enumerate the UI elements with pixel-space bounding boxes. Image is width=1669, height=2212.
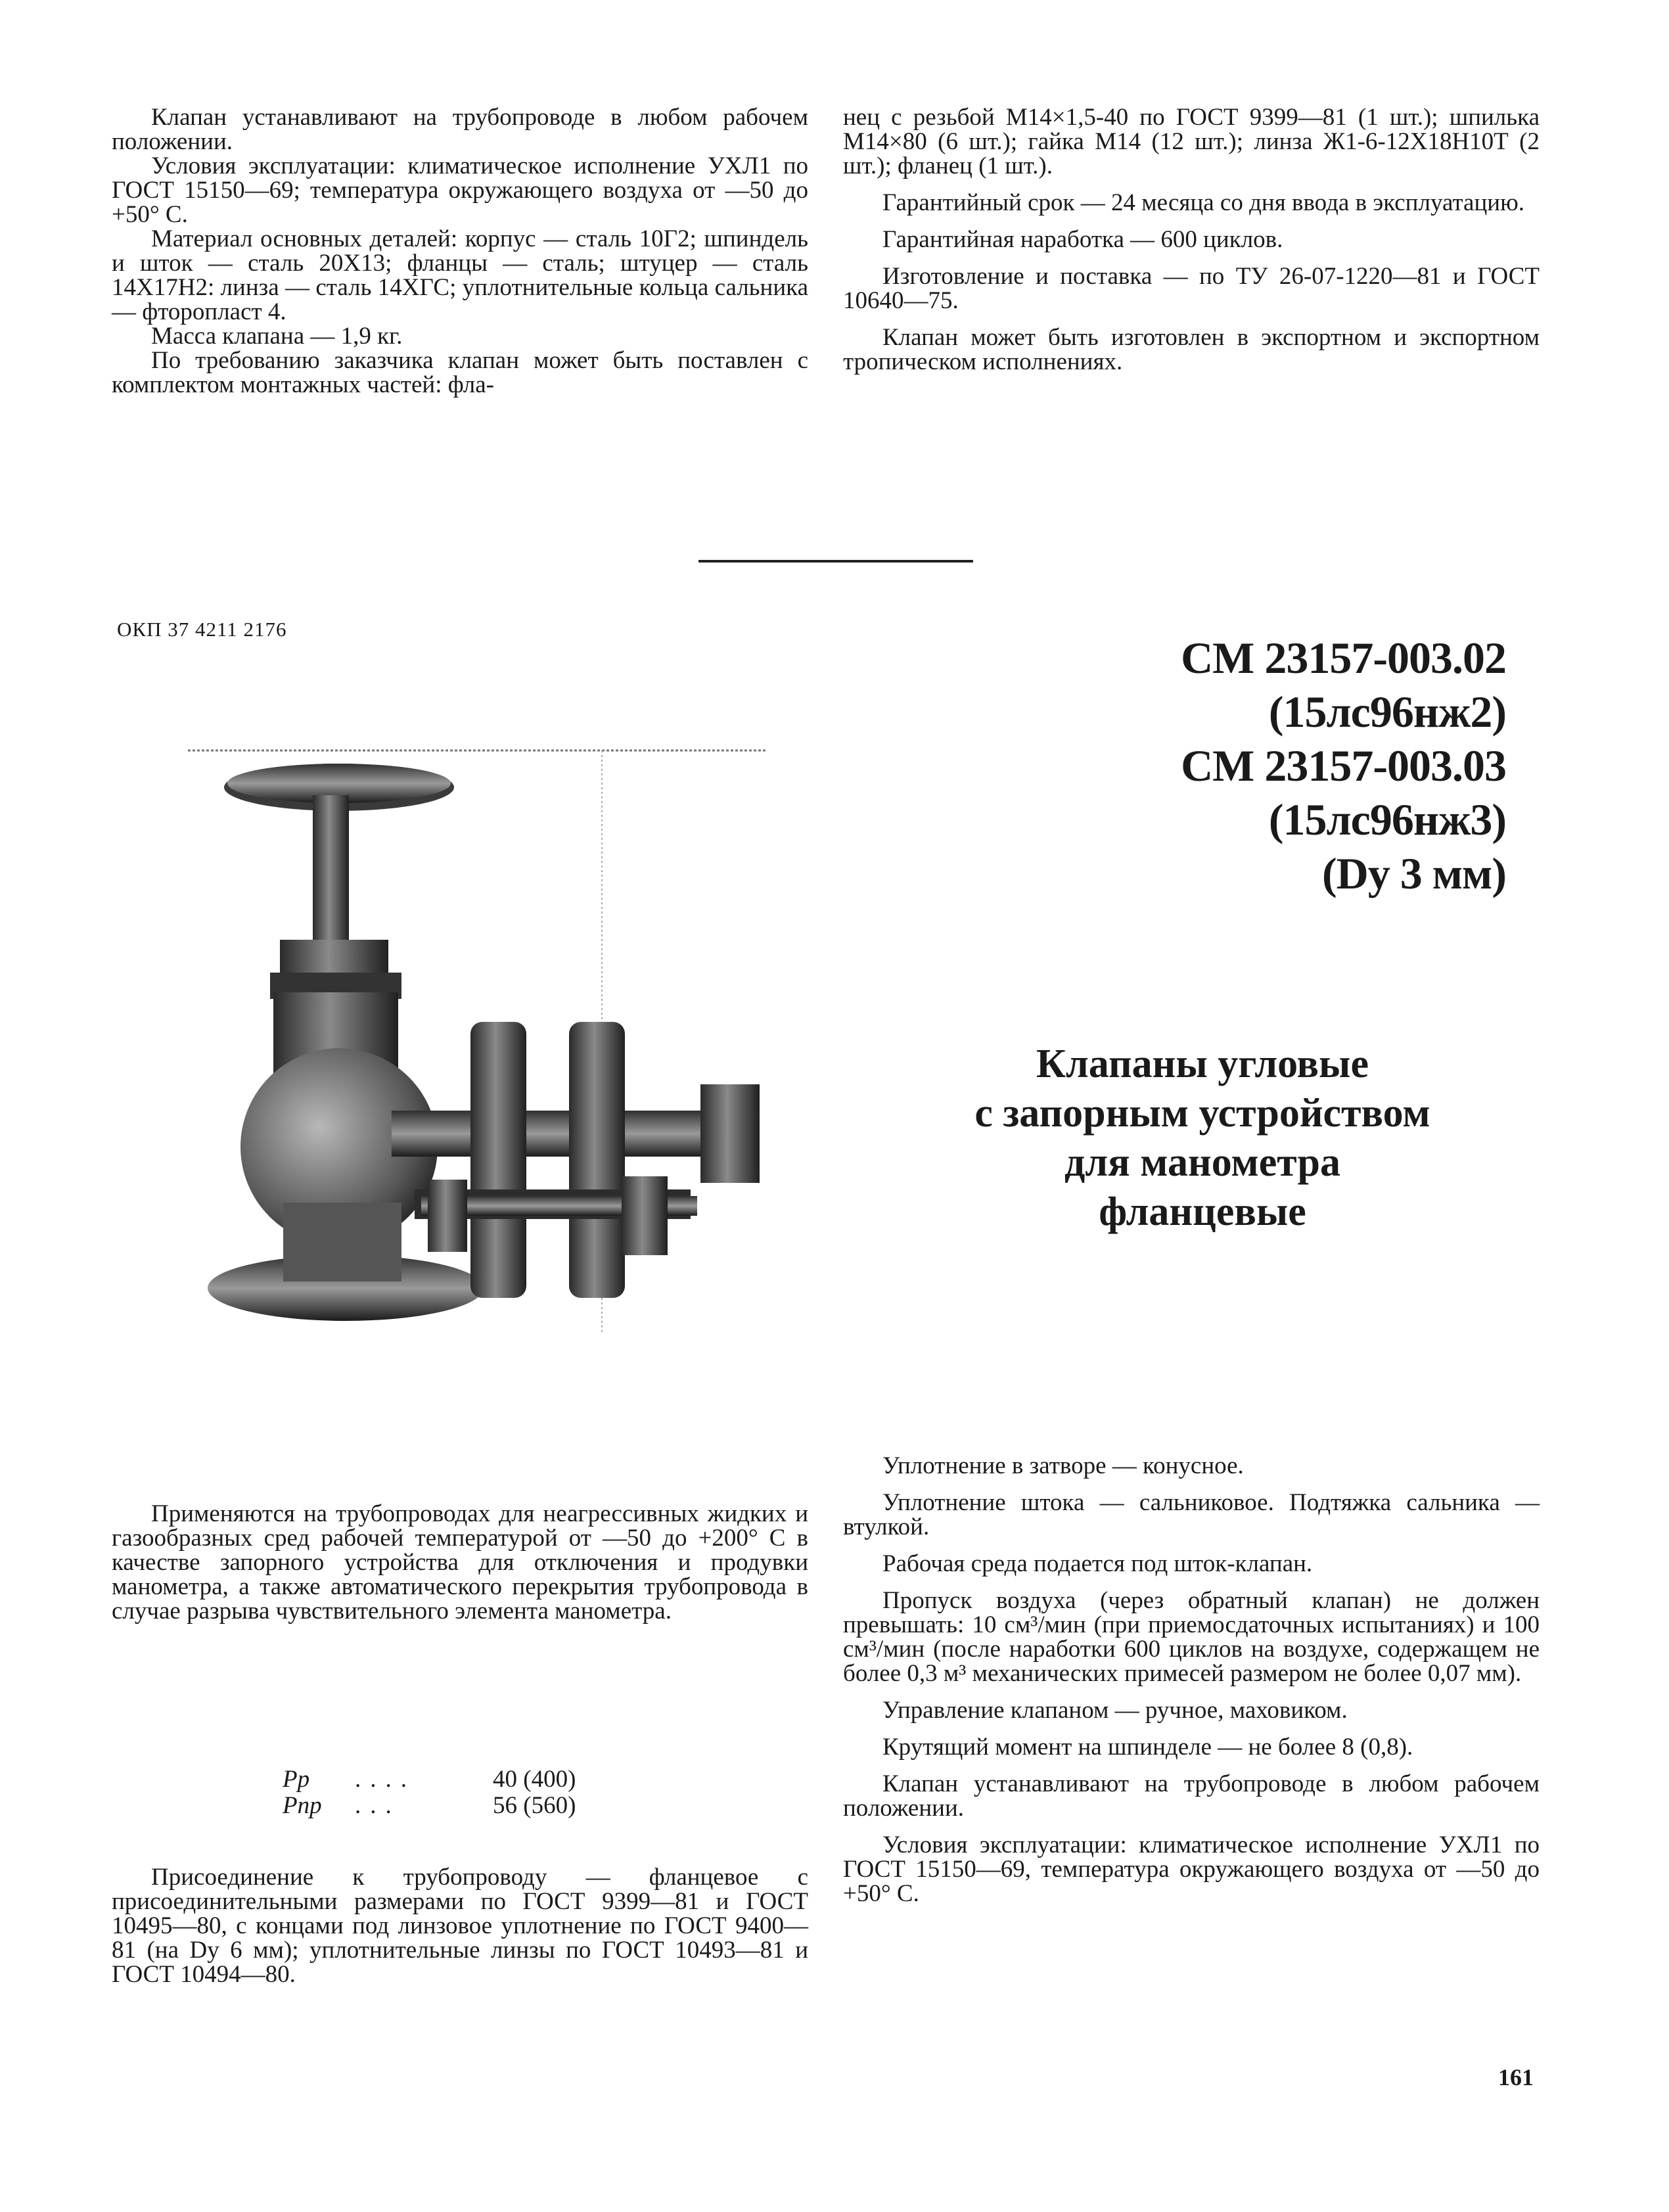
model-line: (Dу 3 мм) bbox=[1321, 848, 1506, 898]
paragraph: Пропуск воздуха (через обратный клапан) не должен превышать: 10 см³/мин (при приемосдаточных испытаниях) и 100 см³/мин (после наработки 600 циклов на воздухе, содержащем не более 0,3 м³ механических примесей размером не более 0,07 мм). bbox=[843, 1587, 1540, 1687]
title-line: фланцевые bbox=[1099, 1189, 1306, 1234]
paragraph: Материал основных деталей: корпус — сталь 10Г2; шпиндель и шток — сталь 20Х13; фланцы — сталь; штуцер — сталь 14Х17Н2: линза — сталь 14ХГС; уплотнительные кольца сальника — фторопласт 4. bbox=[112, 225, 808, 325]
bottom-left-column bbox=[112, 1502, 808, 1623]
model-line: (15лс96нж3) bbox=[1268, 795, 1506, 844]
paragraph: Применяются на трубопроводах для неагрессивных жидких и газообразных сред рабочей температурой от —50 до +200° С в качестве запорного устройства для отключения и продувки манометра, а также автоматического перекрытия трубопровода в случае разрыва чувствительного элемента манометра. bbox=[112, 1500, 808, 1624]
top-left-column bbox=[112, 105, 808, 397]
paragraph: Управление клапаном — ручное, маховиком. bbox=[882, 1697, 1348, 1724]
paragraph: нец с резьбой М14×1,5-40 по ГОСТ 9399—81 (1 шт.); шпилька М14×80 (6 шт.); гайка М14 (12 шт.); линза Ж1-6-12Х18Н10Т (2 шт.); фланец (1 шт.). bbox=[843, 104, 1540, 179]
paragraph: Условия эксплуатации: климатическое исполнение УХЛ1 по ГОСТ 15150—69, температура окружающего воздуха от —50 до +50° С. bbox=[843, 1832, 1540, 1907]
page-number: 161 bbox=[1498, 2064, 1534, 2090]
param-dots: .... bbox=[355, 1766, 416, 1793]
model-designations bbox=[1181, 631, 1506, 900]
title-line: Клапаны угловые bbox=[1036, 1042, 1369, 1086]
model-line: (15лс96нж2) bbox=[1268, 687, 1506, 737]
param-value: 56 (560) bbox=[493, 1792, 576, 1819]
paragraph: Уплотнение штока — сальниковое. Подтяжка сальника — втулкой. bbox=[843, 1489, 1540, 1540]
paragraph: Уплотнение в затворе — конусное. bbox=[882, 1452, 1244, 1479]
okp-code: ОКП 37 4211 2176 bbox=[117, 618, 287, 641]
paragraph: Гарантийная наработка — 600 циклов. bbox=[882, 226, 1283, 253]
paragraph: Клапан устанавливают на трубопроводе в любом рабочем положении. bbox=[112, 104, 808, 155]
top-right-column bbox=[843, 105, 1540, 374]
pressure-params bbox=[283, 1766, 576, 1819]
param-row bbox=[283, 1766, 576, 1793]
paragraph: Условия эксплуатации: климатическое исполнение УХЛ1 по ГОСТ 15150—69; температура окружающего воздуха от —50 до +50° С. bbox=[112, 152, 808, 228]
valve-photo bbox=[188, 743, 773, 1341]
paragraph: По требованию заказчика клапан может быть поставлен с комплектом монтажных частей: фла- bbox=[112, 347, 808, 398]
param-dots: ... bbox=[355, 1792, 401, 1819]
paragraph: Крутящий момент на шпинделе — не более 8 (0,8). bbox=[882, 1734, 1413, 1761]
product-title bbox=[887, 1040, 1518, 1237]
connection-column bbox=[112, 1865, 808, 1987]
param-value: 40 (400) bbox=[493, 1766, 576, 1793]
param-row bbox=[283, 1793, 576, 1819]
paragraph: Гарантийный срок — 24 месяца со дня ввода в эксплуатацию. bbox=[882, 189, 1524, 216]
title-line: для манометра bbox=[1064, 1140, 1340, 1185]
model-line: СМ 23157-003.02 bbox=[1181, 633, 1506, 683]
title-line: с запорным устройством bbox=[974, 1091, 1430, 1136]
model-line: СМ 23157-003.03 bbox=[1181, 741, 1506, 791]
mid-right-column bbox=[843, 1454, 1540, 1906]
paragraph: Рабочая среда подается под шток-клапан. bbox=[882, 1550, 1313, 1577]
paragraph: Клапан может быть изготовлен в экспортном и экспортном тропическом исполнениях. bbox=[843, 324, 1540, 375]
section-divider bbox=[698, 560, 973, 563]
paragraph: Присоединение к трубопроводу — фланцевое с присоединительными размерами по ГОСТ 9399—81 и ГОСТ 10495—80, с концами под линзовое уплотнение по ГОСТ 9400—81 (на Dу 6 мм); уплотнительные линзы по ГОСТ 10493—81 и ГОСТ 10494—80. bbox=[112, 1864, 808, 1988]
paragraph: Изготовление и поставка — по ТУ 26-07-1220—81 и ГОСТ 10640—75. bbox=[843, 263, 1540, 314]
param-symbol: Pпр bbox=[283, 1792, 322, 1819]
paragraph: Клапан устанавливают на трубопроводе в любом рабочем положении. bbox=[843, 1770, 1540, 1822]
param-symbol: Pр bbox=[283, 1766, 310, 1793]
paragraph: Масса клапана — 1,9 кг. bbox=[151, 323, 403, 350]
